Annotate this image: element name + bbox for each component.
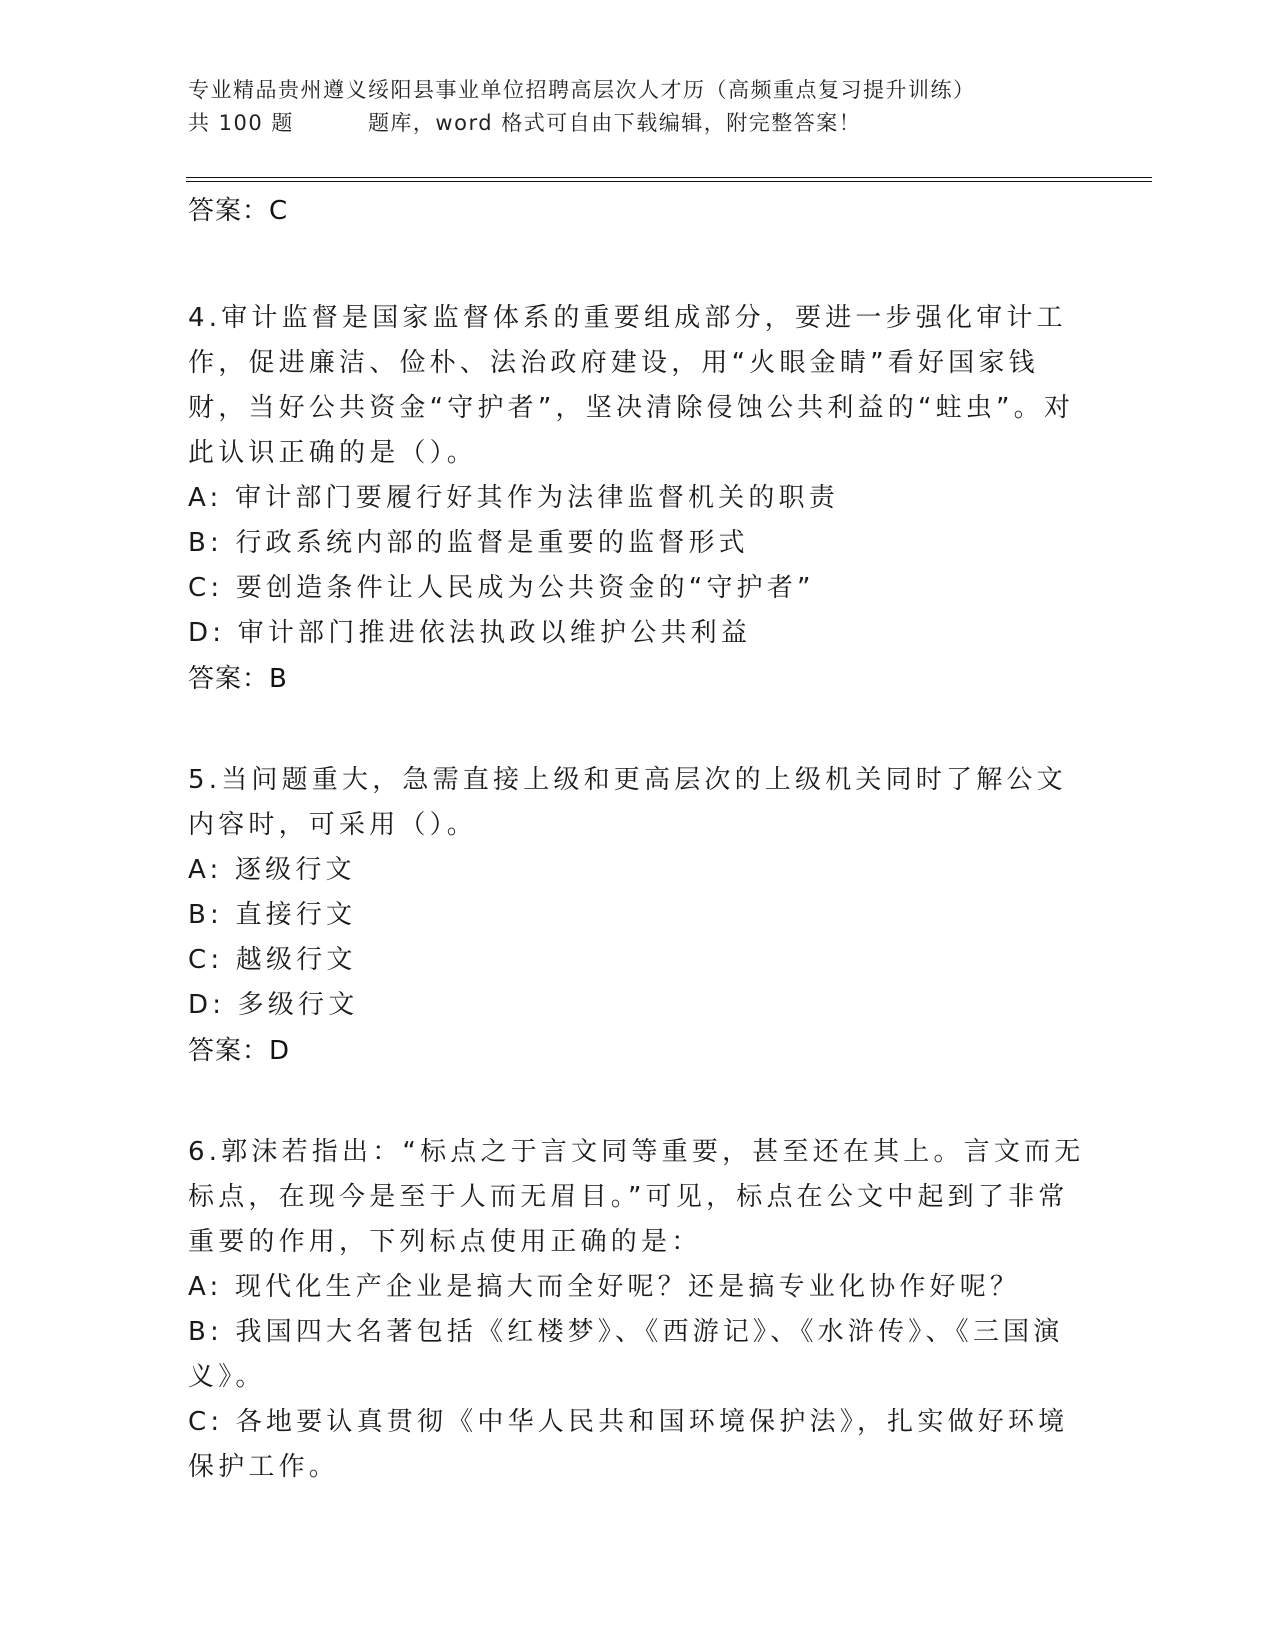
question-count: 共 100 题 <box>188 111 294 135</box>
page-header <box>188 74 1088 140</box>
option-c: C: 各地要认真贯彻《中华人民共和国环境保护法》，扎实做好环境保护工作。 <box>188 1407 1069 1482</box>
header-title-line: 专业精品贵州遵义绥阳县事业单位招聘高层次人才历（高频重点复习提升训练） <box>188 78 976 102</box>
option-d: D: 审计部门推进依法执政以维护公共利益 <box>188 618 752 648</box>
option-d: D: 多级行文 <box>188 990 359 1020</box>
option-a: A: 逐级行文 <box>188 855 356 885</box>
option-c: C: 越级行文 <box>188 945 357 975</box>
option-c: C: 要创造条件让人民成为公共资金的“守护者” <box>188 573 815 603</box>
option-b: B: 我国四大名著包括《红楼梦》、《西游记》、《水浒传》、《三国演义》。 <box>188 1317 1064 1392</box>
header-divider-top <box>186 177 1152 178</box>
header-format-note: 题库，word 格式可自由下载编辑，附完整答案！ <box>367 111 862 135</box>
option-a: A: 现代化生产企业是搞大而全好呢？还是搞专业化协作好呢？ <box>188 1272 1021 1302</box>
option-a: A: 审计部门要履行好其作为法律监督机关的职责 <box>188 483 839 513</box>
question-item <box>188 758 1088 1074</box>
option-b: B: 行政系统内部的监督是重要的监督形式 <box>188 528 749 558</box>
question-text: 5.当问题重大，急需直接上级和更高层次的上级机关同时了解公文内容时，可采用（）。 <box>188 765 1067 840</box>
answer-line: 答案：D <box>188 1036 291 1066</box>
header-divider-bottom <box>186 181 1152 182</box>
question-text: 6.郭沫若指出：“标点之于言文同等重要，甚至还在其上。言文而无标点，在现今是至于人而无眉目。”可见，标点在公文中起到了非常重要的作用，下列标点使用正确的是： <box>188 1137 1085 1257</box>
question-item <box>188 1130 1088 1490</box>
question-list <box>188 188 1088 1490</box>
question-item <box>188 296 1088 702</box>
option-b: B: 直接行文 <box>188 900 357 930</box>
question-text: 4.审计监督是国家监督体系的重要组成部分，要进一步强化审计工作，促进廉洁、俭朴、法治政府建设，用“火眼金睛”看好国家钱财，当好公共资金“守护者”，坚决清除侵蚀公共利益的“蛀虫”。对此认识正确的是（）。 <box>188 303 1075 468</box>
answer-line: 答案：C <box>188 196 289 226</box>
answer-line: 答案：B <box>188 664 288 694</box>
header-subtitle-line <box>188 107 1088 140</box>
